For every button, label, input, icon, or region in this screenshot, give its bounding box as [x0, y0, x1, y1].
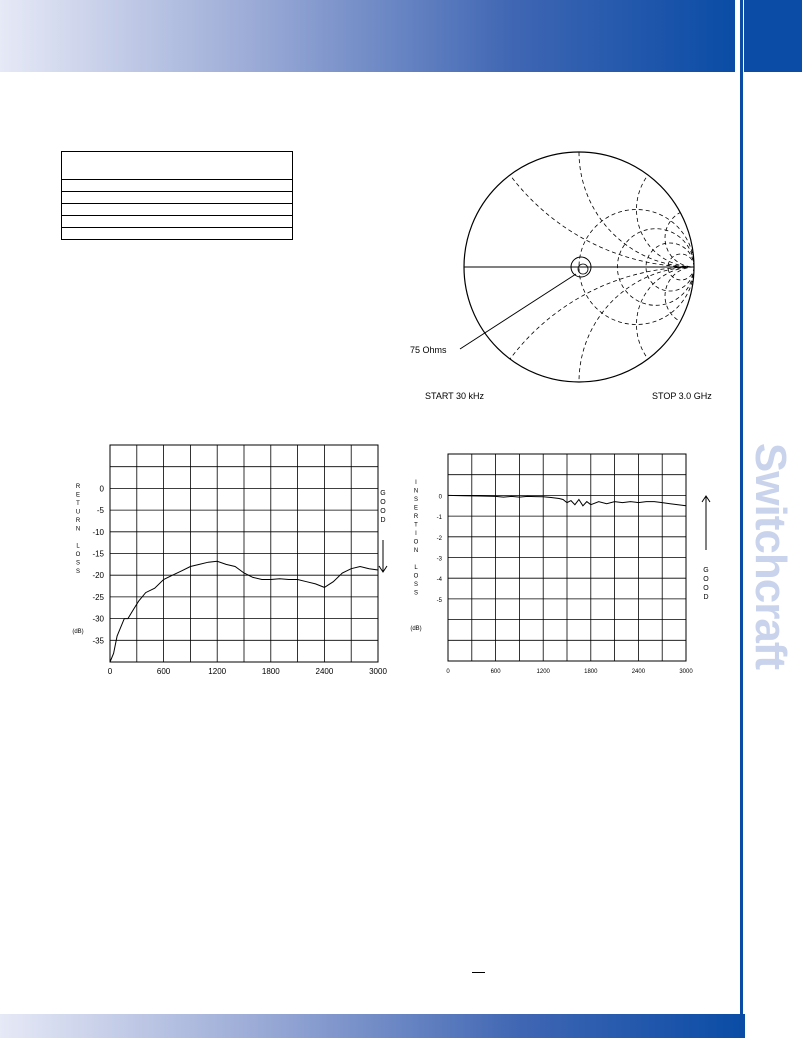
x-tick-label: 600 — [156, 667, 171, 676]
x-tick-label: 1800 — [584, 669, 598, 675]
x-tick-label: 1800 — [261, 667, 280, 676]
y-tick-label: -20 — [92, 571, 104, 581]
header-band — [0, 0, 735, 72]
x-tick-label: 2400 — [631, 669, 646, 675]
spec-table-header-row — [62, 152, 293, 180]
y-tick-label: -5 — [436, 597, 442, 604]
good-label-letter: G — [703, 567, 709, 574]
good-label-letter: O — [703, 576, 709, 583]
y-axis-label-letter: S — [75, 560, 81, 567]
y-tick-label: -1 — [436, 515, 442, 522]
y-tick-label: -3 — [436, 556, 442, 563]
y-axis-label-letter: L — [76, 543, 80, 550]
spec-table-row — [62, 216, 293, 228]
y-axis-label-letter: R — [75, 518, 81, 524]
x-tick-label: 1200 — [536, 669, 550, 675]
y-axis-unit: (dB) — [410, 626, 422, 632]
y-axis-label-letter: N — [413, 488, 419, 495]
y-tick-label: -10 — [92, 527, 104, 537]
y-axis-label-letter: N — [75, 526, 81, 533]
brand-name: Switchcraft — [746, 442, 795, 670]
y-axis-label-letter: S — [75, 569, 81, 575]
reactance-arc — [637, 267, 752, 382]
y-axis-label-letter: R — [75, 484, 81, 490]
brand-wordmark — [740, 442, 800, 670]
y-axis-label-letter: T — [414, 522, 418, 529]
y-axis-label-letter: E — [413, 505, 419, 512]
y-tick-label: -35 — [92, 636, 104, 646]
start-label: START 30 kHz — [425, 391, 485, 401]
good-label-letter: G — [380, 490, 386, 497]
spec-table-row — [62, 192, 293, 204]
spec-table-cell — [62, 204, 293, 216]
spec-table-row — [62, 180, 293, 192]
y-axis-unit: (dB) — [72, 629, 84, 635]
spec-table-cell — [62, 152, 293, 180]
good-label-letter: D — [703, 594, 709, 601]
spec-table-row — [62, 204, 293, 216]
spec-table-cell — [62, 228, 293, 240]
y-tick-label: 0 — [99, 484, 104, 494]
y-axis-label-letter: O — [75, 552, 81, 558]
x-tick-label: 2400 — [315, 667, 334, 676]
good-label-letter: O — [703, 585, 709, 592]
x-tick-label: 1200 — [208, 667, 227, 676]
y-tick-label: 0 — [438, 494, 442, 501]
spec-table-cell — [62, 216, 293, 228]
spec-table — [61, 151, 293, 240]
footer-band — [0, 1014, 745, 1038]
y-axis-label-letter: R — [413, 514, 419, 520]
y-axis-label-letter: O — [413, 539, 419, 546]
x-tick-label: 0 — [446, 669, 450, 675]
return-loss-chart — [60, 440, 405, 680]
y-tick-label: -2 — [436, 535, 442, 542]
marker-label: 75 Ohms — [410, 345, 447, 355]
x-tick-label: 0 — [107, 667, 113, 676]
x-tick-label: 3000 — [679, 669, 693, 675]
x-tick-label: 3000 — [369, 667, 387, 676]
y-axis-label-letter: I — [415, 531, 417, 537]
stop-label: STOP 3.0 GHz — [652, 391, 712, 401]
y-tick-label: -4 — [436, 577, 442, 584]
y-axis-label-letter: I — [415, 480, 417, 486]
x-tick-label: 600 — [490, 669, 501, 675]
y-axis-label-letter: N — [413, 548, 419, 554]
smith-chart — [380, 140, 720, 420]
spec-table-cell — [62, 192, 293, 204]
y-axis-label-letter: L — [414, 565, 418, 571]
header-tab — [744, 0, 802, 72]
y-axis-label-letter: T — [76, 501, 80, 507]
y-axis-label-letter: S — [413, 582, 419, 588]
y-tick-label: -30 — [92, 614, 104, 624]
y-axis-label-letter: E — [75, 492, 81, 499]
good-label-letter: D — [380, 517, 386, 524]
impedance-locus-inner — [578, 264, 588, 274]
good-label-letter: O — [380, 499, 386, 506]
insertion-loss-chart — [400, 440, 730, 675]
spec-table-cell — [62, 180, 293, 192]
y-tick-label: -25 — [92, 592, 104, 602]
y-axis-label-letter: S — [413, 590, 419, 597]
y-tick-label: -5 — [96, 506, 104, 516]
footnote-rule — [472, 972, 485, 973]
y-axis-label-letter: U — [75, 509, 81, 516]
good-label-letter: O — [380, 508, 386, 515]
y-tick-label: -15 — [92, 549, 104, 559]
y-axis-label-letter: S — [413, 497, 419, 503]
spec-table-row — [62, 228, 293, 240]
y-axis-label-letter: O — [413, 573, 419, 580]
